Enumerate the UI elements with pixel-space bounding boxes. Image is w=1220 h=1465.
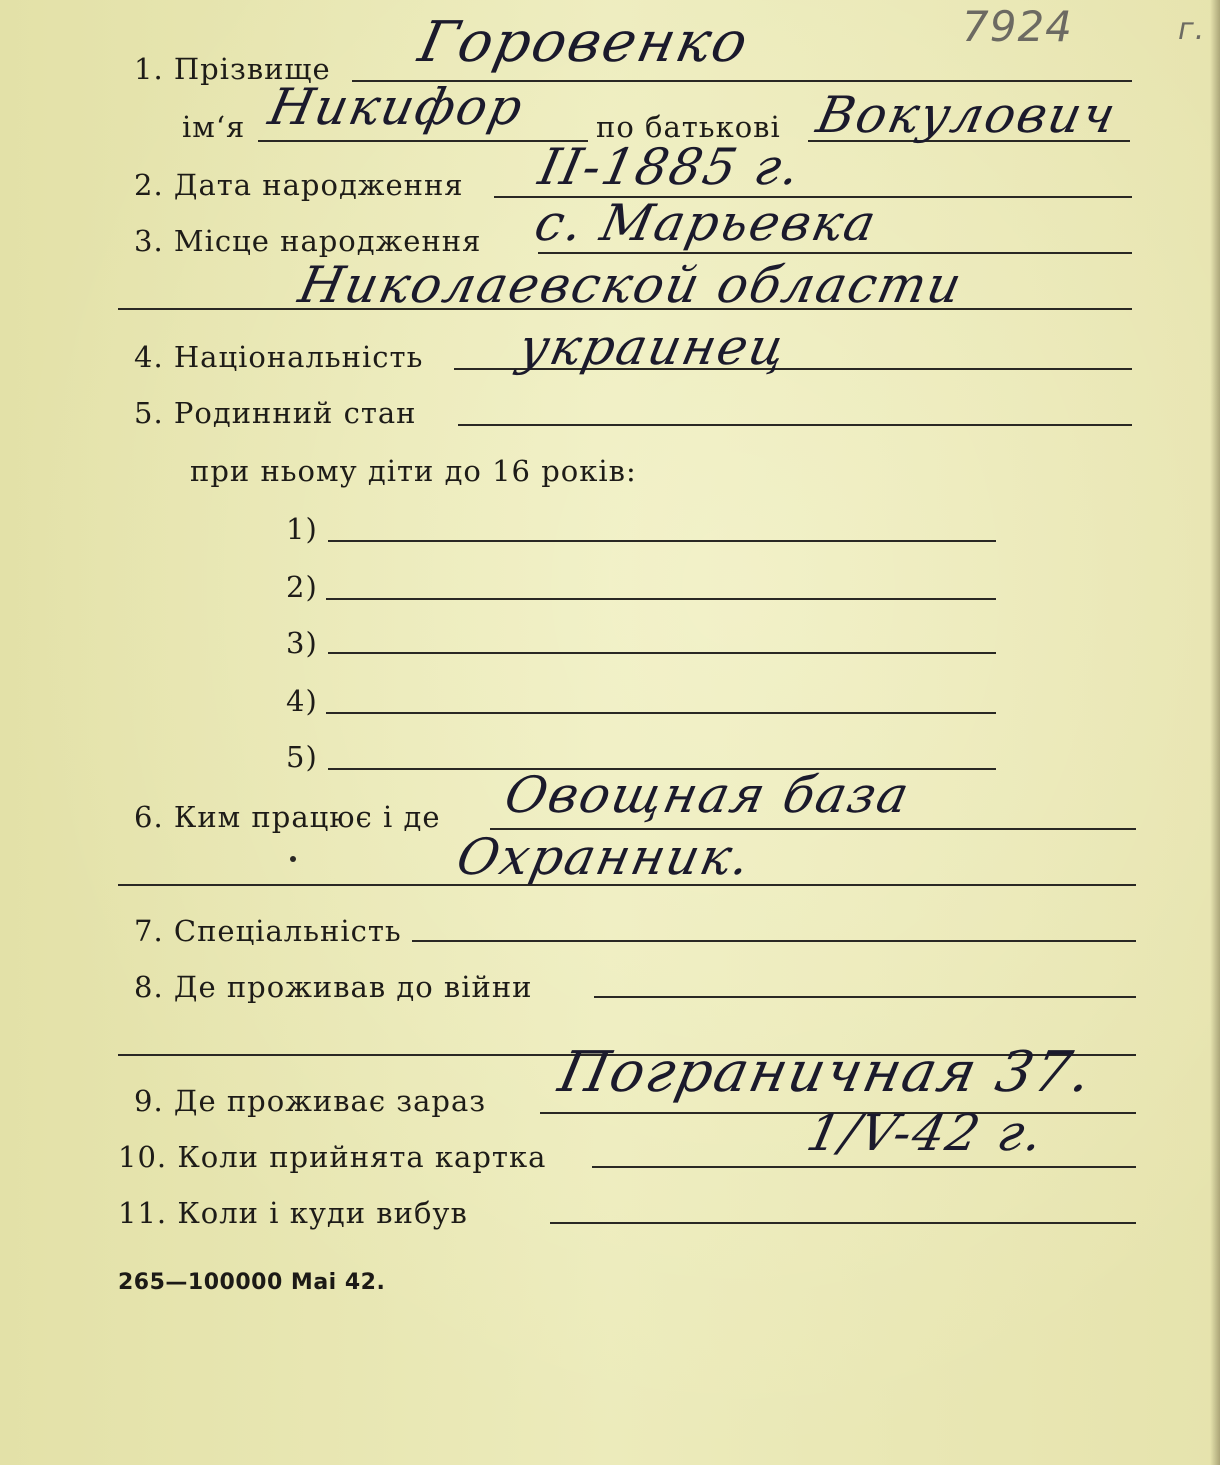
patronymic-label: по батькові xyxy=(596,110,781,144)
child-row-number: 4) xyxy=(286,684,318,718)
child-row-line xyxy=(328,540,996,542)
child-row-number: 3) xyxy=(286,626,318,660)
birth-place-value-2: Николаевской области xyxy=(293,256,969,314)
departed-line xyxy=(550,1222,1136,1224)
occupation-value-2: Охранник. xyxy=(451,828,758,886)
prewar-residence-line-1 xyxy=(594,996,1136,998)
child-row-number: 2) xyxy=(286,570,318,604)
patronymic-value: Вокулович xyxy=(811,86,1123,144)
surname-value: Горовенко xyxy=(413,10,756,75)
card-accepted-label: 10. Коли прийнята картка xyxy=(118,1140,547,1174)
card-accepted-line xyxy=(592,1166,1136,1168)
occupation-label: 6. Ким працює і де xyxy=(134,800,441,834)
child-row-line xyxy=(326,598,996,600)
child-row-number: 1) xyxy=(286,512,318,546)
birth-date-value: II-1885 г. xyxy=(533,138,807,196)
child-row-line xyxy=(326,712,996,714)
current-residence-label: 9. Де проживає зараз xyxy=(134,1084,487,1118)
specialty-line xyxy=(412,940,1136,942)
departed-label: 11. Коли і куди вибув xyxy=(118,1196,468,1230)
surname-label: 1. Прізвище xyxy=(134,52,331,86)
children-label: при ньому діти до 16 років: xyxy=(190,454,637,488)
bullet-dot xyxy=(290,856,296,862)
archive-number: 7924 xyxy=(962,2,1073,51)
first-name-label: ім‘я xyxy=(182,110,246,144)
birth-place-line-1 xyxy=(538,252,1132,254)
specialty-label: 7. Спеціальність xyxy=(134,914,402,948)
family-status-line xyxy=(458,424,1132,426)
prewar-residence-label: 8. Де проживав до війни xyxy=(134,970,533,1004)
family-status-label: 5. Родинний стан xyxy=(134,396,417,430)
birth-place-value-1: с. Марьевка xyxy=(529,194,883,252)
card-edge-shadow xyxy=(1210,0,1220,1465)
card-accepted-value: 1/V-42 г. xyxy=(801,1104,1050,1162)
nationality-value: украинец xyxy=(513,318,793,376)
nationality-label: 4. Національність xyxy=(134,340,424,374)
first-name-line xyxy=(258,140,588,142)
birth-place-label: 3. Місце народження xyxy=(134,224,482,258)
print-code: 265—100000 Mai 42. xyxy=(118,1270,386,1295)
child-row-number: 5) xyxy=(286,740,318,774)
current-residence-value: Пограничная 37. xyxy=(553,1040,1100,1105)
archive-mark: г. xyxy=(1178,12,1206,47)
first-name-value: Никифор xyxy=(263,78,530,136)
birth-date-label: 2. Дата народження xyxy=(134,168,464,202)
occupation-value-1: Овощная база xyxy=(499,766,916,824)
child-row-line xyxy=(328,652,996,654)
